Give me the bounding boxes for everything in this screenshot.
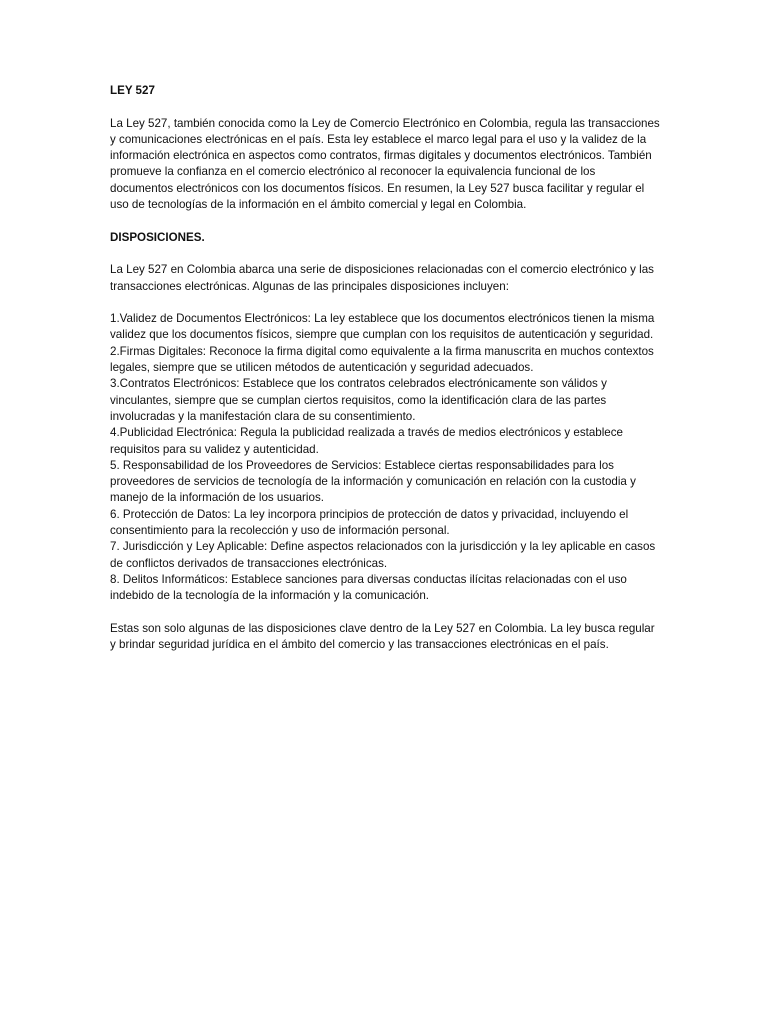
list-item: 3.Contratos Electrónicos: Establece que los contratos celebrados electrónicamente son válidos y vinculantes, siempre que se cumplan ciertos requisitos, como la identificación clara de las partes involucradas y la manifestación clara de su consentimiento. (110, 377, 607, 423)
list-item: 8. Delitos Informáticos: Establece sanciones para diversas conductas ilícitas relacionadas con el uso indebido de la tecnología de la información y la comunicación. (110, 572, 627, 603)
list-item: 1.Validez de Documentos Electrónicos: La ley establece que los documentos electrónicos tienen la misma validez que los documentos físicos, siempre que cumplan con los requisitos de autenticación y seguridad. (110, 312, 655, 342)
spacer (110, 295, 660, 311)
intro-paragraph: La Ley 527, también conocida como la Ley de Comercio Electrónico en Colombia, regula las transacciones y comunicaciones electrónicas en el país. Esta ley establece el marco legal para el uso y la validez de la información electrónica en aspectos como contratos, firmas digitales y documentos electrónicos. También promueve la confianza en el comercio electrónico al reconocer la equivalencia funcional de los documentos electrónicos con los documentos físicos. En resumen, la Ley 527 busca facilitar y regular el uso de tecnologías de la información en el ámbito comercial y legal en Colombia. (110, 116, 660, 212)
list-item: 7. Jurisdicción y Ley Aplicable: Define aspectos relacionados con la jurisdicción y la ley aplicable en casos de conflictos derivados de transacciones electrónicas. (110, 540, 656, 570)
document-title: LEY 527 (110, 84, 155, 97)
spacer (110, 99, 660, 115)
list-item: 6. Protección de Datos: La ley incorpora principios de protección de datos y privacidad, incluyendo el consentimiento para la recolección y uso de información personal. (110, 507, 629, 538)
list-item: 5. Responsabilidad de los Proveedores de Servicios: Establece ciertas responsabilidades para los proveedores de servicios de tecnología de la información y comunicación en relación con la custodia y manejo de la información de los usuarios. (110, 458, 636, 505)
list-item: 2.Firmas Digitales: Reconoce la firma digital como equivalente a la firma manuscrita en muchos contextos legales, siempre que se utilicen métodos de autenticación y seguridad adecuados. (110, 344, 654, 375)
spacer (110, 605, 660, 621)
spacer (110, 213, 660, 229)
section-intro-paragraph: La Ley 527 en Colombia abarca una serie de disposiciones relacionadas con el comercio electrónico y las transacciones electrónicas. Algunas de las principales disposiciones incluyen: (110, 263, 654, 293)
document-body (110, 83, 660, 653)
conclusion-paragraph: Estas son solo algunas de las disposiciones clave dentro de la Ley 527 en Colombia. La ley busca regular y brindar seguridad jurídica en el ámbito del comercio y las transacciones electrónicas en el país. (110, 621, 655, 652)
section-heading: DISPOSICIONES. (110, 230, 205, 244)
spacer (110, 246, 660, 262)
list-item: 4.Publicidad Electrónica: Regula la publicidad realizada a través de medios electrónicos y establece requisitos para su validez y autenticidad. (110, 426, 623, 456)
